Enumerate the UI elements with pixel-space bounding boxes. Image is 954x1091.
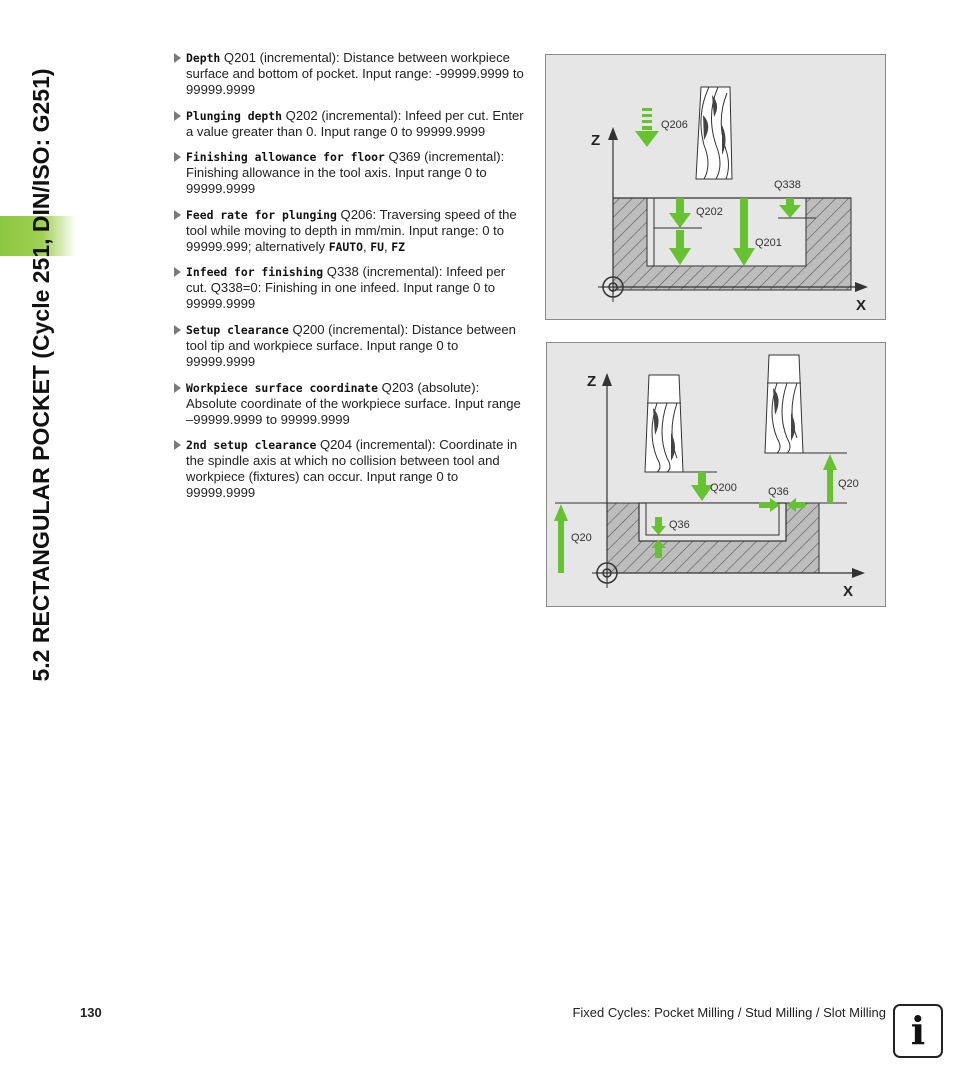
label-q36-top: Q36: [768, 486, 789, 498]
axis-label-x: X: [843, 583, 854, 600]
feed-arrow-q206-icon: [635, 108, 659, 147]
label-q201: Q201: [755, 237, 782, 249]
param-description: Q206: Traversing speed of the tool while moving to depth in mm/min. Input range: 0 to 99999.999; alternatively: [186, 206, 517, 254]
label-q36-inner: Q36: [669, 519, 690, 531]
bullet-arrow-icon: [174, 440, 181, 450]
param-description: Q338 (incremental): Infeed per cut. Q338=0: Finishing in one infeed. Input range 0 to 99999.9999: [186, 264, 506, 312]
param-keyword: Workpiece surface coordinate: [186, 380, 379, 395]
param-code-fz: FZ: [391, 239, 405, 254]
axis-label-z: Z: [591, 132, 601, 149]
param-keyword: Depth: [186, 51, 221, 65]
param-finishing-allowance-floor: [172, 149, 524, 197]
label-q206: Q206: [661, 119, 688, 131]
label-q20-right: Q20: [838, 478, 859, 490]
param-description: Q200 (incremental): Distance between tool tip and workpiece surface. Input range 0 to 99999.9999: [186, 321, 516, 369]
param-setup-clearance: [172, 322, 524, 370]
bullet-arrow-icon: [174, 267, 181, 277]
footer-chapter-text: Fixed Cycles: Pocket Milling / Stud Milling / Slot Milling: [572, 1005, 886, 1020]
param-feed-rate-plunging: [172, 207, 524, 255]
axis-label-x: X: [856, 297, 867, 314]
param-plunging-depth: [172, 108, 524, 140]
figure-pocket-depth: [545, 54, 886, 320]
bullet-arrow-icon: [174, 383, 181, 393]
z-axis-arrow-icon: [608, 127, 618, 140]
arrow-q20-left-icon: [554, 504, 568, 573]
arrow-q20-right-icon: [823, 454, 837, 503]
param-keyword: Finishing allowance for floor: [186, 150, 385, 165]
param-keyword: Infeed for finishing: [186, 265, 324, 280]
param-keyword: 2nd setup clearance: [186, 438, 317, 453]
x-axis-arrow-icon: [852, 568, 865, 578]
x-axis-arrow-icon: [855, 282, 868, 292]
bullet-arrow-icon: [174, 210, 181, 220]
param-keyword: Feed rate for plunging: [186, 207, 337, 222]
param-description: Q203 (absolute): Absolute coordinate of the workpiece surface. Input range –99999.9999 to 99999.9999: [186, 379, 521, 427]
param-code-fauto: FAUTO: [328, 239, 363, 254]
chapter-title: 5.2 RECTANGULAR POCKET (Cycle 251, DIN/ISO: G251): [28, 68, 54, 682]
bullet-arrow-icon: [174, 152, 181, 162]
bullet-arrow-icon: [174, 111, 181, 121]
param-description: Q202 (incremental): Infeed per cut. Enter a value greater than 0. Input range 0 to 99999.9999: [186, 107, 524, 139]
param-description: Q201 (incremental): Distance between workpiece surface and bottom of pocket. Input range: -99999.9999 to 99999.9999: [186, 50, 524, 97]
bullet-arrow-icon: [174, 53, 181, 63]
param-keyword: Plunging depth: [186, 108, 283, 123]
param-2nd-setup-clearance: [172, 437, 524, 501]
label-q202: Q202: [696, 206, 723, 218]
milling-tool-icon: [696, 87, 732, 179]
label-q200: Q200: [710, 482, 737, 494]
parameter-list: [172, 50, 524, 511]
label-q338: Q338: [774, 179, 801, 191]
figure-clearances: [546, 342, 886, 607]
info-icon: i: [893, 1004, 943, 1058]
milling-tool-right-icon: [765, 355, 803, 453]
param-infeed-finishing: [172, 264, 524, 312]
param-separator: ,: [362, 238, 371, 254]
label-q20-left: Q20: [571, 532, 592, 544]
param-description: Q369 (incremental): Finishing allowance in the tool axis. Input range 0 to 99999.9999: [186, 149, 505, 197]
param-workpiece-surface-coordinate: [172, 380, 524, 428]
page-number: 130: [80, 1005, 102, 1020]
param-description: Q204 (incremental): Coordinate in the spindle axis at which no collision between tool and workpiece (fixtures) can occur. Input range 0 to 99999.9999: [186, 437, 518, 501]
param-depth: [172, 50, 524, 98]
bullet-arrow-icon: [174, 325, 181, 335]
axis-label-z: Z: [587, 373, 597, 390]
param-separator: ,: [383, 238, 392, 254]
milling-tool-left-icon: [645, 375, 683, 472]
z-axis-arrow-icon: [602, 373, 612, 386]
param-keyword: Setup clearance: [186, 322, 289, 337]
param-code-fu: FU: [370, 239, 384, 254]
